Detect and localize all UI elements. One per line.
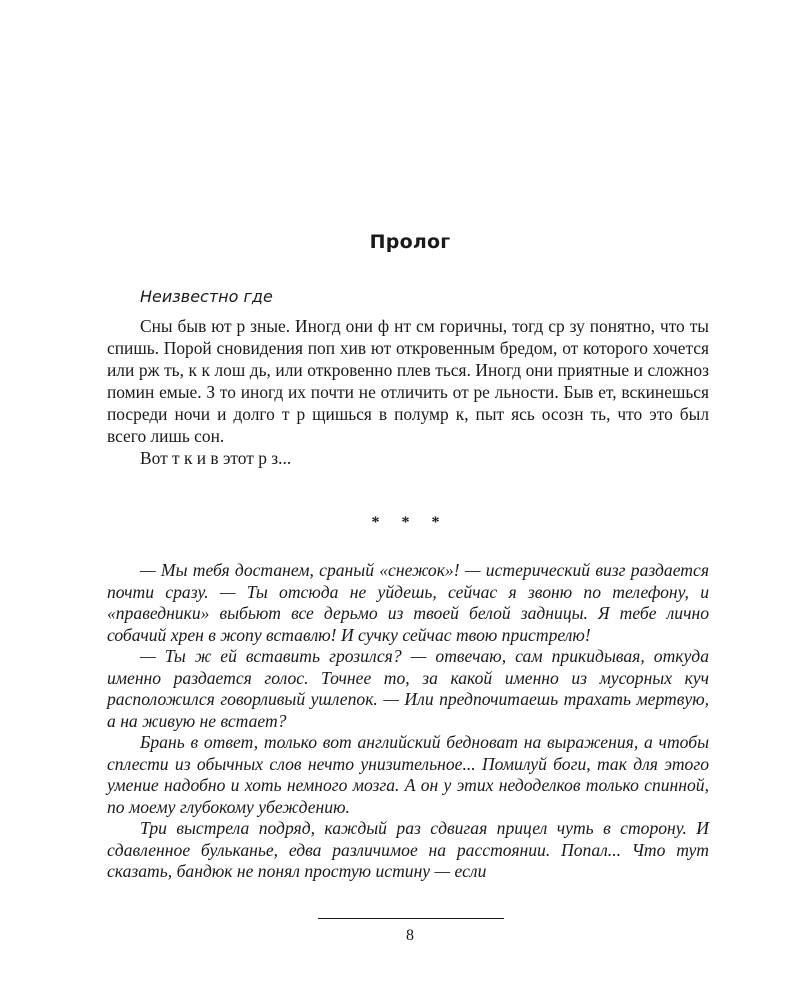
page-number: 8 <box>406 927 414 944</box>
story-text <box>107 560 709 883</box>
story-paragraph-3: Брань в ответ, только вот английский бедноват на выражения, а чтобы сплести из обычных слов нечто унизительное... Помилуй боги, так для этого умение надобно и хоть немного мозга. А он у этих недоделков только спинной, по моему глубокому убеждению. <box>107 732 709 817</box>
intro-text <box>107 315 709 469</box>
section-separator: * * * <box>371 514 449 531</box>
intro-paragraph-1: Сны быв ют р зные. Иногд они ф нт см горичны, тогд ср зу понятно, что ты спишь. Порой сновидения поп хив ют откровенным бредом, от которого хочется или рж ть, к к лош дь, или откровенно плев ться. Иногд они приятные и сложноз помин емые. З то иногд их почти не отличить от ре льности. Быв ет, вскинешься посреди ночи и долго т р щишься в полумр к, пыт ясь осозн ть, что это был всего лишь сон. <box>107 316 709 446</box>
intro-paragraph-2: Вот т к и в этот р з... <box>140 448 292 468</box>
story-paragraph-1: — Мы тебя достанем, сраный «снежок»! — истерический визг раздается почти сразу. — Ты отсюда не уйдешь, сейчас я звоню по телефону, и «праведники» выбьют все дерьмо из твоей белой задницы. Я тебе лично собачий хрен в жопу вставлю! И сучку сейчас твою пристрелю! <box>107 560 709 645</box>
story-paragraph-4: Три выстрела подряд, каждый раз сдвигая прицел чуть в сторону. И сдавленное бульканье, едва различимое на расстоянии. Попал... Что тут сказать, бандюк не понял простую истину — если <box>107 818 709 881</box>
footer-rule <box>318 918 504 919</box>
chapter-title: Пролог <box>369 231 451 253</box>
scene-location: Неизвестно где <box>140 287 273 306</box>
story-paragraph-2: — Ты ж ей вставить грозился? — отвечаю, сам прикидывая, откуда именно раздается голос. Точнее то, за какой именно из мусорных куч расположился говорливый ушлепок. — Или предпочитаешь трахать мертвую, а на живую не встает? <box>107 646 709 731</box>
